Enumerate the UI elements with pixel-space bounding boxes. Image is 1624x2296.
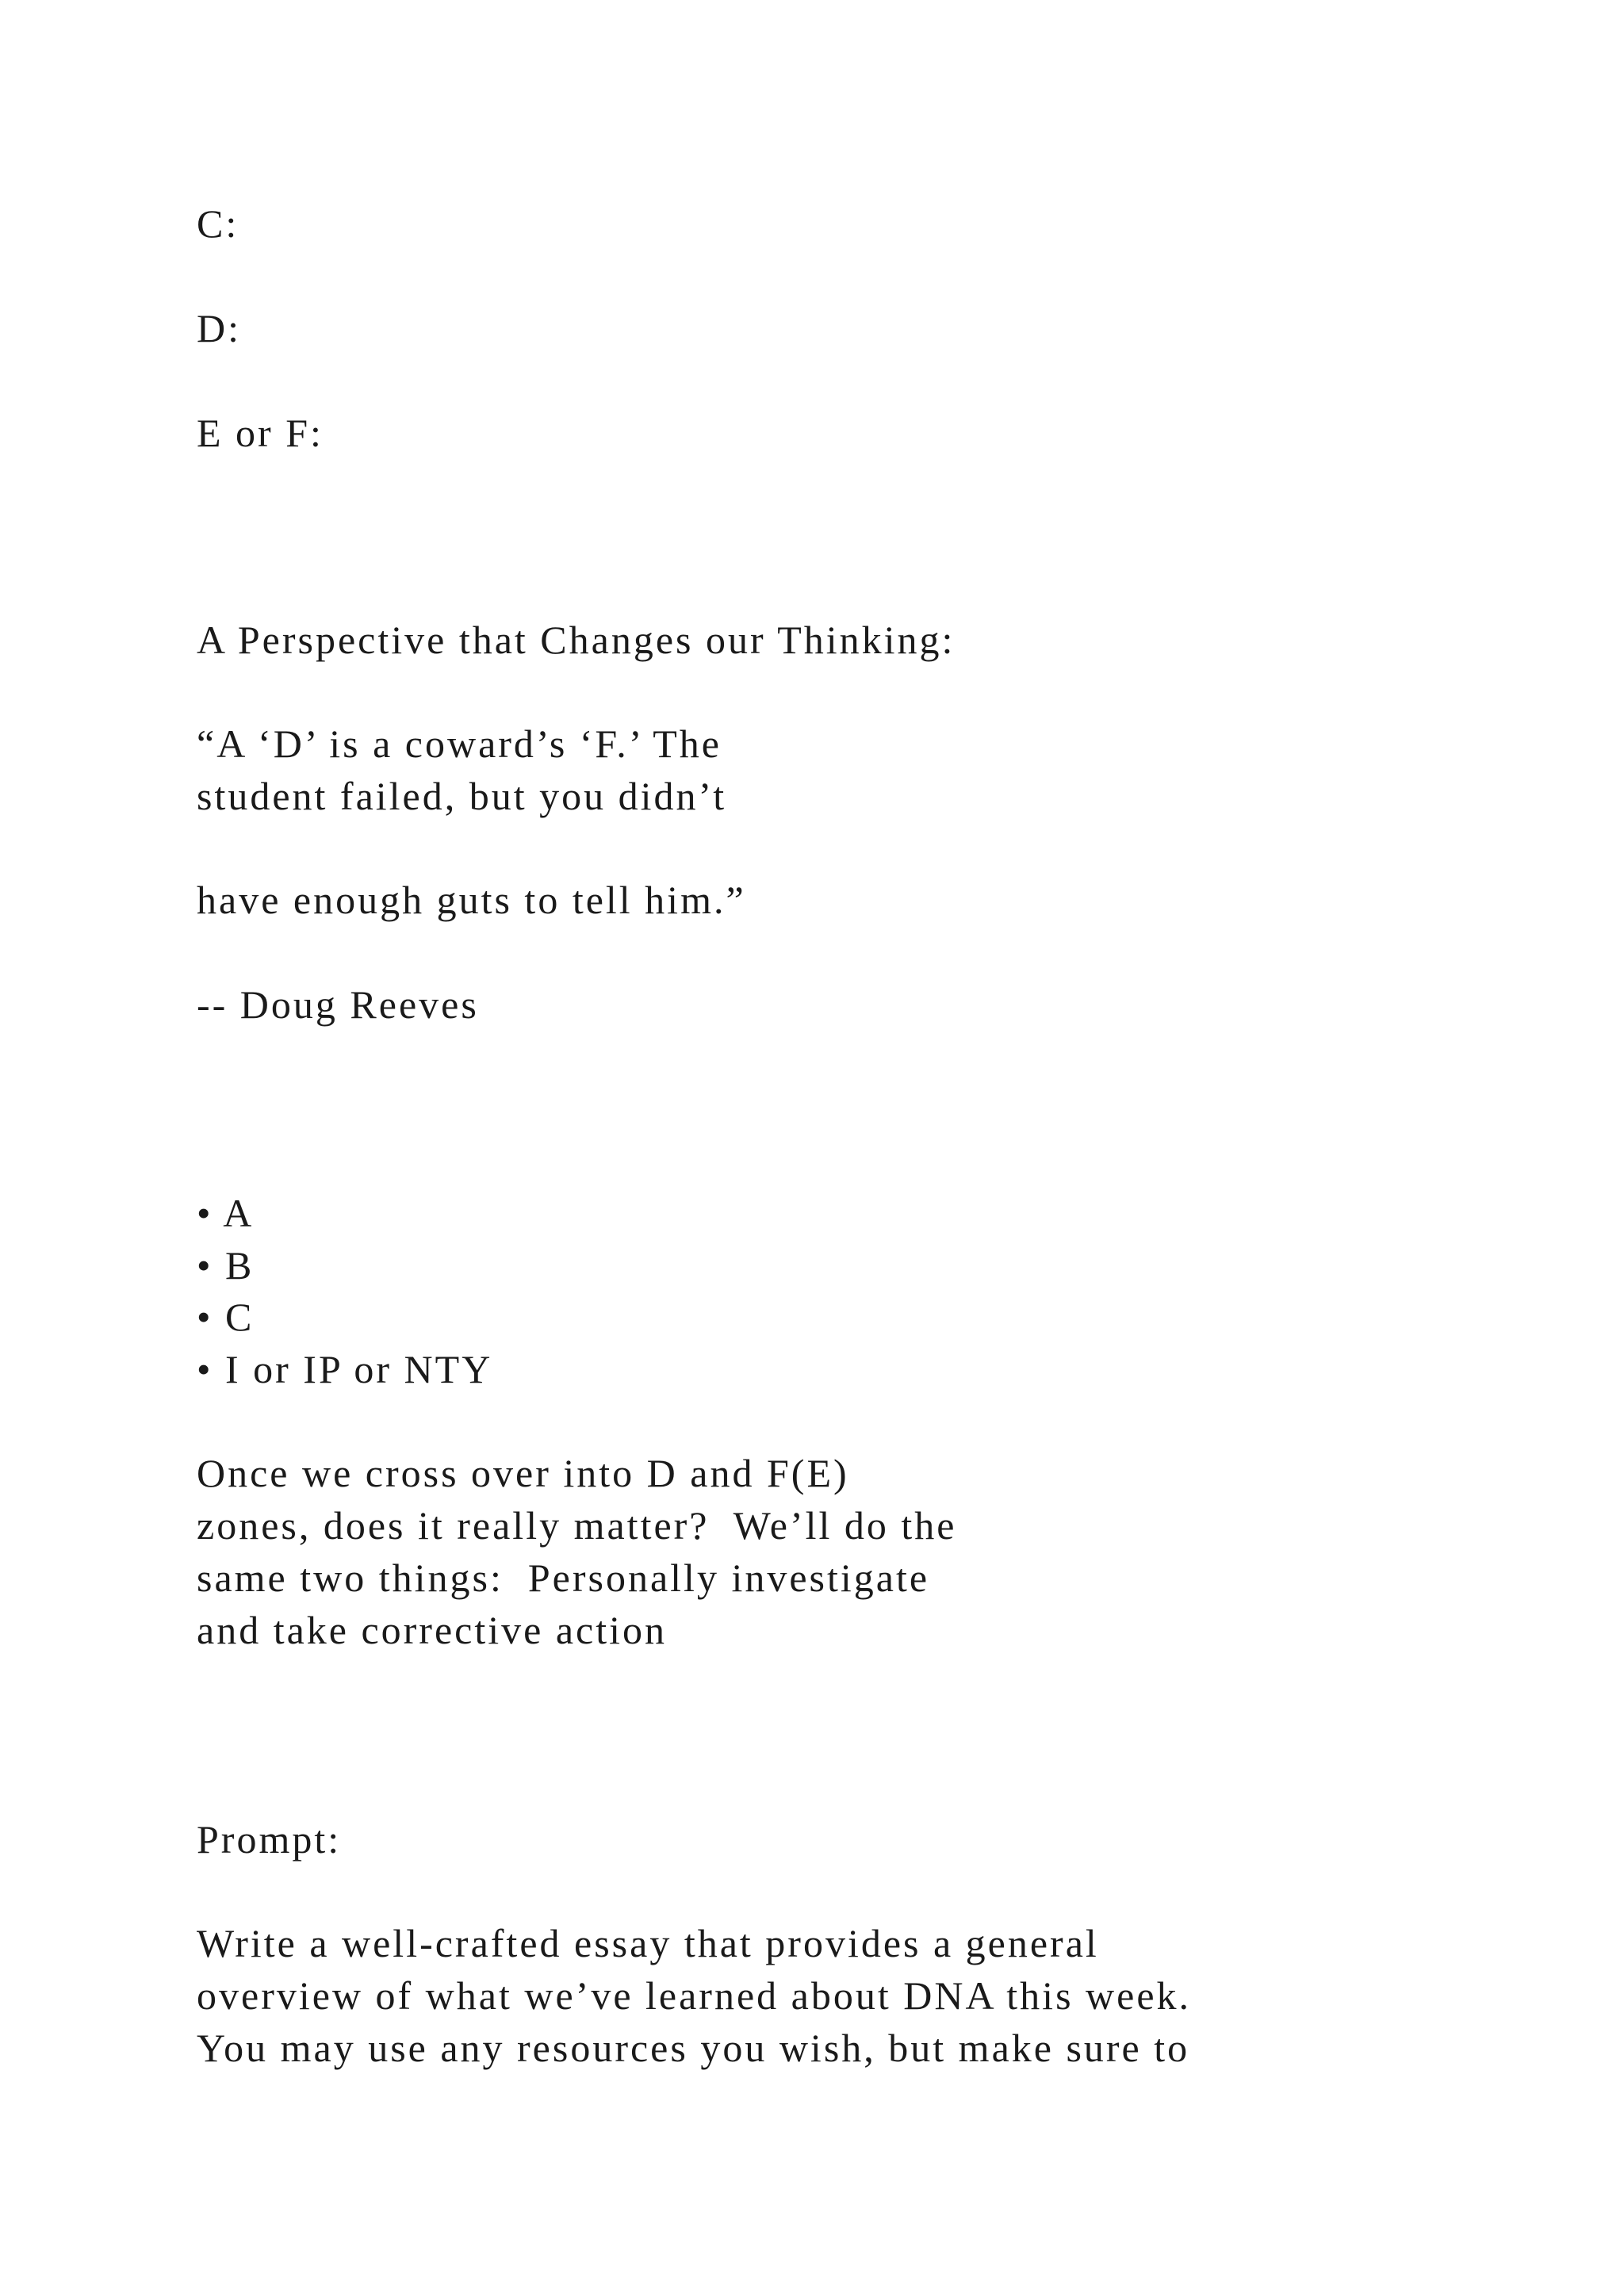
grade-c-label: C:	[197, 201, 239, 246]
quote-line-1: “A ‘D’ is a coward’s ‘F.’ The	[197, 721, 722, 766]
prompt-line-2: overview of what we’ve learned about DNA this week.	[197, 1973, 1192, 2018]
quote-line-3: have enough guts to tell him.”	[197, 878, 746, 922]
quote-line-2: student failed, but you didn’t	[197, 774, 727, 818]
prompt-line-3: You may use any resources you wish, but make sure to	[197, 2026, 1190, 2070]
bullet-item-c: • C	[197, 1295, 255, 1339]
grade-d-label: D:	[197, 306, 241, 350]
reflection-line-4: and take corrective action	[197, 1608, 667, 1652]
prompt-line-1: Write a well-crafted essay that provides a general	[197, 1921, 1099, 1965]
reflection-line-1: Once we cross over into D and F(E)	[197, 1451, 849, 1495]
reflection-line-3: same two things: Personally investigate	[197, 1556, 930, 1600]
bullet-item-incomplete: • I or IP or NTY	[197, 1347, 493, 1391]
bullet-item-b: • B	[197, 1243, 255, 1288]
bullet-item-a: • A	[197, 1191, 255, 1235]
prompt-heading: Prompt:	[197, 1817, 342, 1862]
quote-attribution: -- Doug Reeves	[197, 982, 479, 1027]
grade-e-or-f-label: E or F:	[197, 411, 324, 455]
reflection-line-2: zones, does it really matter? We’ll do the	[197, 1503, 957, 1548]
perspective-heading: A Perspective that Changes our Thinking:	[197, 618, 956, 662]
